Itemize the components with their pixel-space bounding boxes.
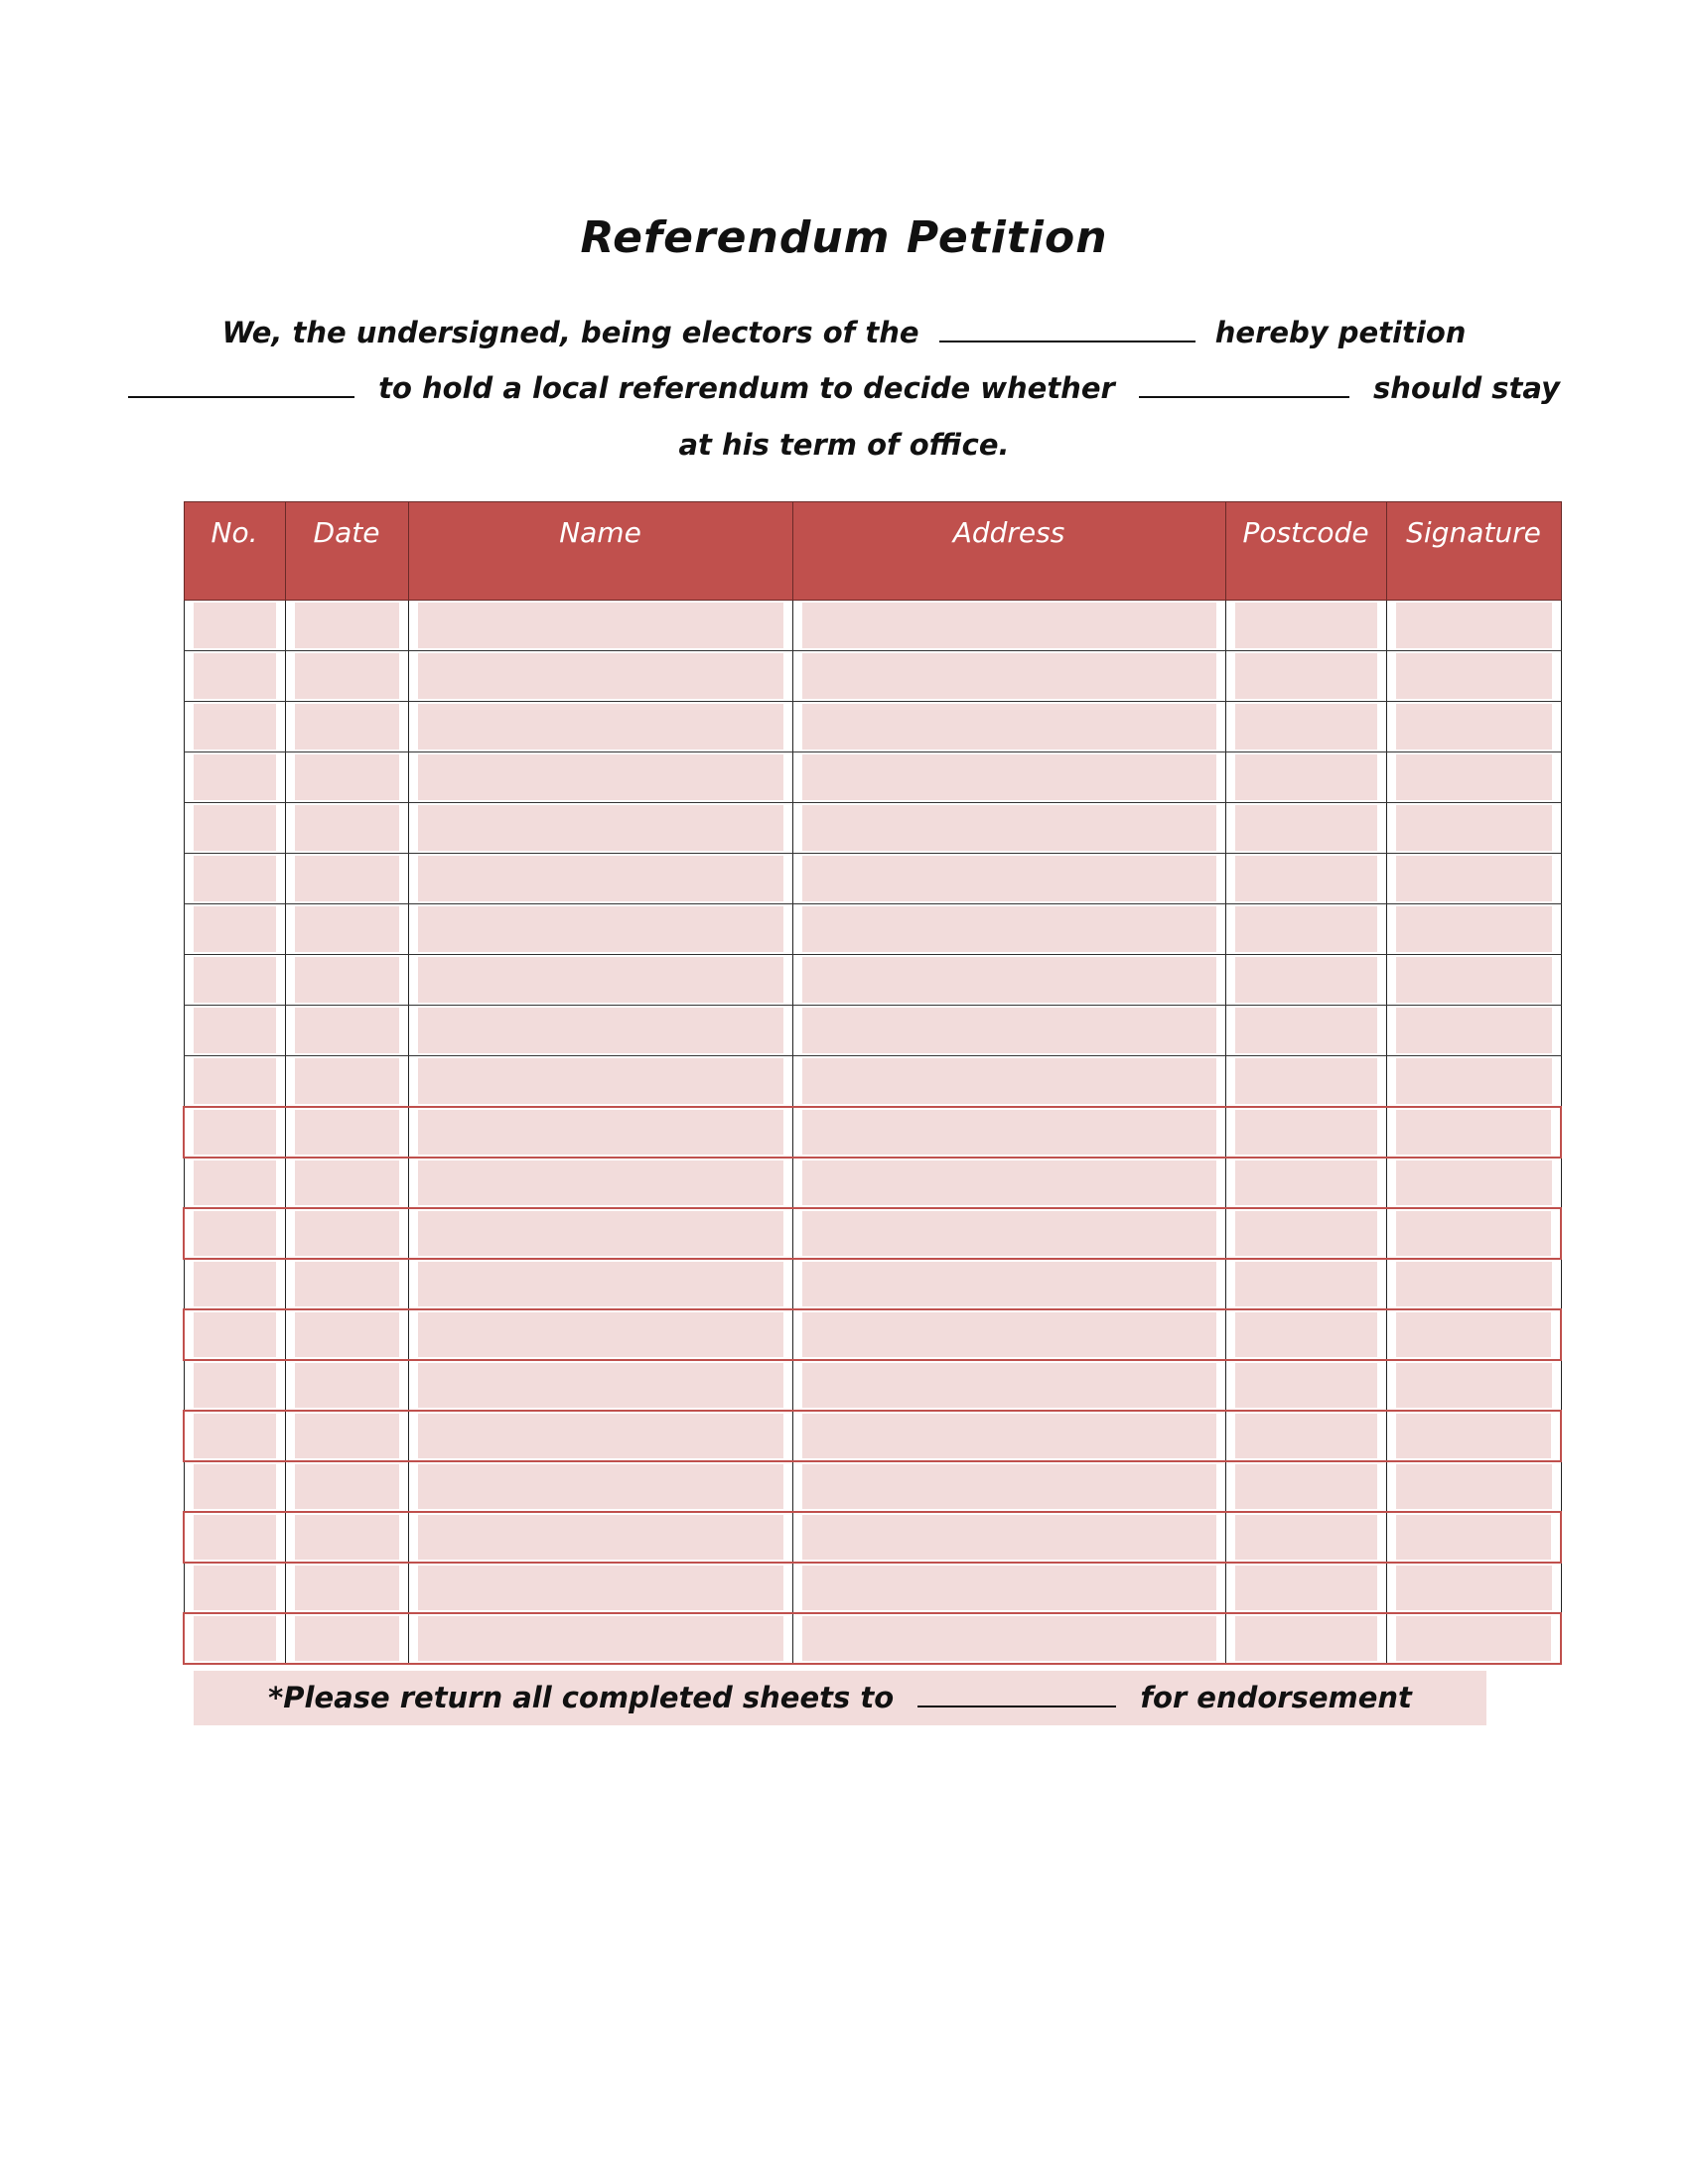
- header-name: Name: [408, 502, 792, 601]
- cell-no[interactable]: [184, 1309, 285, 1360]
- petition-body: [184, 601, 1561, 1664]
- cell-shading: [194, 1160, 276, 1205]
- cell-shading: [418, 1566, 783, 1610]
- header-postcode: Postcode: [1225, 502, 1386, 601]
- table-row: [184, 1056, 1561, 1107]
- cell-name[interactable]: [408, 803, 792, 854]
- cell-shading: [1235, 1262, 1377, 1306]
- cell-shading: [295, 1262, 399, 1306]
- cell-date[interactable]: [285, 1158, 408, 1208]
- cell-shading: [1396, 957, 1552, 1003]
- cell-address[interactable]: [792, 1613, 1225, 1664]
- cell-shading: [1235, 1312, 1377, 1357]
- cell-shading: [194, 1211, 276, 1256]
- cell-address[interactable]: [792, 1309, 1225, 1360]
- cell-shading: [1235, 1616, 1377, 1661]
- cell-shading: [194, 1110, 276, 1155]
- table-row: [184, 955, 1561, 1006]
- cell-signature[interactable]: [1386, 1006, 1561, 1056]
- cell-address[interactable]: [792, 1411, 1225, 1461]
- cell-no[interactable]: [184, 1411, 285, 1461]
- cell-address[interactable]: [792, 1360, 1225, 1411]
- cell-name[interactable]: [408, 651, 792, 702]
- cell-signature[interactable]: [1386, 651, 1561, 702]
- cell-shading: [802, 957, 1216, 1003]
- cell-name[interactable]: [408, 854, 792, 904]
- cell-no[interactable]: [184, 1259, 285, 1309]
- cell-shading: [1235, 1160, 1377, 1205]
- cell-shading: [1396, 1262, 1552, 1306]
- cell-shading: [1396, 1312, 1552, 1357]
- cell-shading: [418, 1616, 783, 1661]
- table-row: [184, 854, 1561, 904]
- cell-shading: [418, 754, 783, 800]
- cell-name[interactable]: [408, 702, 792, 752]
- page-title: Referendum Petition: [580, 212, 1108, 263]
- cell-shading: [418, 957, 783, 1003]
- cell-signature[interactable]: [1386, 752, 1561, 803]
- table-row: [184, 1360, 1561, 1411]
- cell-name[interactable]: [408, 1158, 792, 1208]
- cell-shading: [194, 1262, 276, 1306]
- petition-table: [183, 501, 1562, 1665]
- intro-line-3: at his term of office.: [678, 428, 1010, 462]
- cell-date[interactable]: [285, 1613, 408, 1664]
- cell-address[interactable]: [792, 955, 1225, 1006]
- cell-shading: [802, 1616, 1216, 1661]
- table-row: [184, 1208, 1561, 1259]
- cell-signature[interactable]: [1386, 1563, 1561, 1613]
- footer-text-endorsement: for endorsement: [1140, 1681, 1412, 1714]
- cell-postcode[interactable]: [1225, 955, 1386, 1006]
- cell-shading: [418, 805, 783, 851]
- cell-shading: [295, 1414, 399, 1458]
- cell-date[interactable]: [285, 1461, 408, 1512]
- cell-date[interactable]: [285, 955, 408, 1006]
- cell-shading: [418, 1110, 783, 1155]
- cell-signature[interactable]: [1386, 1461, 1561, 1512]
- footer-text-return: *Please return all completed sheets to: [268, 1681, 895, 1714]
- cell-shading: [1235, 906, 1377, 952]
- cell-postcode[interactable]: [1225, 1158, 1386, 1208]
- cell-shading: [1396, 603, 1552, 648]
- table-row: [184, 752, 1561, 803]
- cell-postcode[interactable]: [1225, 1360, 1386, 1411]
- cell-shading: [1396, 805, 1552, 851]
- cell-no[interactable]: [184, 1563, 285, 1613]
- cell-address[interactable]: [792, 1461, 1225, 1512]
- cell-shading: [1235, 805, 1377, 851]
- cell-address[interactable]: [792, 601, 1225, 651]
- cell-shading: [295, 1211, 399, 1256]
- cell-address[interactable]: [792, 1158, 1225, 1208]
- cell-signature[interactable]: [1386, 1613, 1561, 1664]
- cell-name[interactable]: [408, 1563, 792, 1613]
- cell-postcode[interactable]: [1225, 752, 1386, 803]
- cell-shading: [194, 906, 276, 952]
- cell-shading: [1235, 603, 1377, 648]
- cell-address[interactable]: [792, 651, 1225, 702]
- cell-name[interactable]: [408, 1107, 792, 1158]
- cell-address[interactable]: [792, 1563, 1225, 1613]
- cell-date[interactable]: [285, 1512, 408, 1563]
- cell-date[interactable]: [285, 651, 408, 702]
- cell-shading: [1235, 1363, 1377, 1408]
- cell-shading: [802, 1464, 1216, 1509]
- cell-postcode[interactable]: [1225, 1563, 1386, 1613]
- cell-address[interactable]: [792, 702, 1225, 752]
- cell-postcode[interactable]: [1225, 1208, 1386, 1259]
- cell-address[interactable]: [792, 1006, 1225, 1056]
- cell-date[interactable]: [285, 904, 408, 955]
- cell-shading: [1235, 1058, 1377, 1104]
- header-no: No.: [184, 502, 285, 601]
- cell-no[interactable]: [184, 1613, 285, 1664]
- cell-shading: [194, 754, 276, 800]
- cell-signature[interactable]: [1386, 1360, 1561, 1411]
- blank-authority[interactable]: [128, 396, 354, 398]
- cell-signature[interactable]: [1386, 1512, 1561, 1563]
- intro-text-hold-referendum: to hold a local referendum to decide whether: [378, 371, 1115, 405]
- cell-shading: [1235, 856, 1377, 901]
- cell-shading: [418, 1160, 783, 1205]
- cell-shading: [418, 653, 783, 699]
- cell-shading: [295, 653, 399, 699]
- cell-date[interactable]: [285, 1006, 408, 1056]
- table-row: [184, 1411, 1561, 1461]
- cell-shading: [194, 856, 276, 901]
- cell-shading: [418, 603, 783, 648]
- cell-signature[interactable]: [1386, 1107, 1561, 1158]
- cell-shading: [802, 1262, 1216, 1306]
- cell-shading: [418, 1058, 783, 1104]
- table-header-row: [184, 502, 1561, 601]
- cell-name[interactable]: [408, 1411, 792, 1461]
- cell-shading: [194, 653, 276, 699]
- cell-shading: [418, 1464, 783, 1509]
- cell-postcode[interactable]: [1225, 1107, 1386, 1158]
- cell-postcode[interactable]: [1225, 1056, 1386, 1107]
- cell-shading: [802, 704, 1216, 750]
- cell-shading: [295, 704, 399, 750]
- cell-name[interactable]: [408, 752, 792, 803]
- cell-no[interactable]: [184, 955, 285, 1006]
- table-row: [184, 1107, 1561, 1158]
- cell-date[interactable]: [285, 1259, 408, 1309]
- cell-no[interactable]: [184, 1056, 285, 1107]
- cell-no[interactable]: [184, 702, 285, 752]
- cell-shading: [802, 1008, 1216, 1053]
- cell-name[interactable]: [408, 1006, 792, 1056]
- cell-shading: [194, 1616, 276, 1661]
- cell-postcode[interactable]: [1225, 601, 1386, 651]
- blank-official[interactable]: [1139, 396, 1349, 398]
- table-row: [184, 1309, 1561, 1360]
- cell-shading: [418, 1008, 783, 1053]
- blank-return-to[interactable]: [917, 1706, 1116, 1707]
- cell-shading: [194, 1312, 276, 1357]
- cell-signature[interactable]: [1386, 601, 1561, 651]
- cell-shading: [1235, 957, 1377, 1003]
- cell-signature[interactable]: [1386, 702, 1561, 752]
- cell-shading: [418, 704, 783, 750]
- intro-line-1: [0, 316, 1688, 349]
- cell-date[interactable]: [285, 702, 408, 752]
- cell-shading: [295, 1464, 399, 1509]
- cell-no[interactable]: [184, 1512, 285, 1563]
- header-signature: Signature: [1386, 502, 1561, 601]
- cell-no[interactable]: [184, 854, 285, 904]
- table-row: [184, 1259, 1561, 1309]
- cell-name[interactable]: [408, 1056, 792, 1107]
- cell-shading: [802, 856, 1216, 901]
- cell-shading: [1396, 653, 1552, 699]
- cell-postcode[interactable]: [1225, 1461, 1386, 1512]
- cell-shading: [802, 754, 1216, 800]
- cell-shading: [418, 1211, 783, 1256]
- cell-postcode[interactable]: [1225, 904, 1386, 955]
- cell-shading: [1396, 1414, 1552, 1458]
- cell-shading: [194, 1566, 276, 1610]
- cell-shading: [418, 1414, 783, 1458]
- cell-signature[interactable]: [1386, 904, 1561, 955]
- cell-shading: [802, 1110, 1216, 1155]
- cell-shading: [1396, 1058, 1552, 1104]
- cell-date[interactable]: [285, 1107, 408, 1158]
- cell-shading: [802, 1414, 1216, 1458]
- cell-shading: [1235, 1110, 1377, 1155]
- cell-postcode[interactable]: [1225, 702, 1386, 752]
- cell-shading: [802, 805, 1216, 851]
- cell-shading: [1235, 1414, 1377, 1458]
- cell-shading: [295, 1008, 399, 1053]
- cell-name[interactable]: [408, 1512, 792, 1563]
- table-row: [184, 1563, 1561, 1613]
- cell-no[interactable]: [184, 1006, 285, 1056]
- cell-signature[interactable]: [1386, 1208, 1561, 1259]
- cell-name[interactable]: [408, 1461, 792, 1512]
- cell-shading: [295, 1312, 399, 1357]
- cell-no[interactable]: [184, 1208, 285, 1259]
- cell-name[interactable]: [408, 1360, 792, 1411]
- cell-shading: [194, 957, 276, 1003]
- cell-shading: [1235, 1008, 1377, 1053]
- cell-shading: [194, 704, 276, 750]
- cell-date[interactable]: [285, 601, 408, 651]
- cell-shading: [1235, 754, 1377, 800]
- cell-signature[interactable]: [1386, 955, 1561, 1006]
- cell-address[interactable]: [792, 1107, 1225, 1158]
- cell-shading: [194, 1058, 276, 1104]
- cell-shading: [418, 1515, 783, 1560]
- cell-name[interactable]: [408, 1309, 792, 1360]
- cell-postcode[interactable]: [1225, 1006, 1386, 1056]
- cell-address[interactable]: [792, 1259, 1225, 1309]
- cell-date[interactable]: [285, 1411, 408, 1461]
- cell-postcode[interactable]: [1225, 1309, 1386, 1360]
- cell-address[interactable]: [792, 854, 1225, 904]
- cell-shading: [802, 1160, 1216, 1205]
- cell-shading: [194, 1515, 276, 1560]
- intro-text-should-stay: should stay: [1373, 371, 1561, 405]
- cell-shading: [295, 957, 399, 1003]
- cell-shading: [295, 1160, 399, 1205]
- cell-address[interactable]: [792, 1512, 1225, 1563]
- cell-signature[interactable]: [1386, 1056, 1561, 1107]
- cell-signature[interactable]: [1386, 1411, 1561, 1461]
- cell-signature[interactable]: [1386, 1259, 1561, 1309]
- cell-shading: [1235, 1515, 1377, 1560]
- table-row: [184, 904, 1561, 955]
- cell-address[interactable]: [792, 803, 1225, 854]
- header-address: Address: [792, 502, 1225, 601]
- cell-date[interactable]: [285, 752, 408, 803]
- cell-shading: [1396, 856, 1552, 901]
- cell-no[interactable]: [184, 752, 285, 803]
- cell-shading: [802, 653, 1216, 699]
- intro-text-electors: We, the undersigned, being electors of the: [221, 316, 919, 349]
- cell-shading: [802, 603, 1216, 648]
- cell-shading: [1396, 754, 1552, 800]
- cell-name[interactable]: [408, 601, 792, 651]
- cell-postcode[interactable]: [1225, 651, 1386, 702]
- cell-signature[interactable]: [1386, 1309, 1561, 1360]
- cell-no[interactable]: [184, 1360, 285, 1411]
- cell-address[interactable]: [792, 1208, 1225, 1259]
- table-row: [184, 1158, 1561, 1208]
- cell-shading: [295, 1110, 399, 1155]
- cell-no[interactable]: [184, 1158, 285, 1208]
- cell-date[interactable]: [285, 1056, 408, 1107]
- cell-shading: [295, 906, 399, 952]
- table-row: [184, 1461, 1561, 1512]
- cell-no[interactable]: [184, 601, 285, 651]
- cell-shading: [802, 1566, 1216, 1610]
- cell-shading: [295, 1515, 399, 1560]
- cell-shading: [1396, 1616, 1552, 1661]
- intro-line-2: [0, 371, 1688, 405]
- cell-shading: [194, 1414, 276, 1458]
- cell-no[interactable]: [184, 904, 285, 955]
- cell-shading: [1396, 1160, 1552, 1205]
- cell-address[interactable]: [792, 904, 1225, 955]
- cell-date[interactable]: [285, 1309, 408, 1360]
- cell-shading: [295, 1616, 399, 1661]
- cell-shading: [1396, 1363, 1552, 1408]
- cell-postcode[interactable]: [1225, 1411, 1386, 1461]
- blank-electorate[interactable]: [939, 341, 1196, 342]
- cell-name[interactable]: [408, 1259, 792, 1309]
- cell-shading: [802, 1363, 1216, 1408]
- cell-postcode[interactable]: [1225, 1512, 1386, 1563]
- cell-shading: [194, 805, 276, 851]
- cell-date[interactable]: [285, 854, 408, 904]
- intro-text-hereby-petition: hereby petition: [1214, 316, 1467, 349]
- cell-postcode[interactable]: [1225, 1259, 1386, 1309]
- cell-shading: [1396, 1515, 1552, 1560]
- footer-note: [194, 1671, 1486, 1725]
- cell-shading: [194, 1363, 276, 1408]
- cell-no[interactable]: [184, 1107, 285, 1158]
- cell-signature[interactable]: [1386, 803, 1561, 854]
- cell-shading: [802, 1058, 1216, 1104]
- cell-date[interactable]: [285, 1563, 408, 1613]
- cell-postcode[interactable]: [1225, 1613, 1386, 1664]
- cell-shading: [295, 603, 399, 648]
- cell-address[interactable]: [792, 752, 1225, 803]
- cell-postcode[interactable]: [1225, 854, 1386, 904]
- cell-date[interactable]: [285, 1360, 408, 1411]
- cell-shading: [1235, 653, 1377, 699]
- cell-shading: [1235, 1566, 1377, 1610]
- cell-shading: [1235, 704, 1377, 750]
- cell-no[interactable]: [184, 651, 285, 702]
- table-row: [184, 651, 1561, 702]
- cell-signature[interactable]: [1386, 1158, 1561, 1208]
- cell-signature[interactable]: [1386, 854, 1561, 904]
- table-row: [184, 702, 1561, 752]
- cell-shading: [1396, 1464, 1552, 1509]
- cell-name[interactable]: [408, 904, 792, 955]
- cell-shading: [418, 1312, 783, 1357]
- cell-shading: [295, 1363, 399, 1408]
- cell-shading: [1396, 1566, 1552, 1610]
- cell-shading: [194, 1464, 276, 1509]
- cell-shading: [194, 1008, 276, 1053]
- cell-postcode[interactable]: [1225, 803, 1386, 854]
- cell-shading: [295, 754, 399, 800]
- cell-name[interactable]: [408, 1208, 792, 1259]
- table-row: [184, 803, 1561, 854]
- cell-shading: [295, 856, 399, 901]
- cell-shading: [802, 906, 1216, 952]
- cell-shading: [1396, 1211, 1552, 1256]
- cell-shading: [1396, 906, 1552, 952]
- cell-address[interactable]: [792, 1056, 1225, 1107]
- cell-shading: [802, 1515, 1216, 1560]
- header-date: Date: [285, 502, 408, 601]
- cell-shading: [418, 1262, 783, 1306]
- cell-no[interactable]: [184, 803, 285, 854]
- cell-date[interactable]: [285, 803, 408, 854]
- cell-shading: [194, 603, 276, 648]
- cell-shading: [802, 1211, 1216, 1256]
- cell-name[interactable]: [408, 955, 792, 1006]
- cell-shading: [295, 1058, 399, 1104]
- cell-shading: [295, 1566, 399, 1610]
- cell-shading: [418, 1363, 783, 1408]
- cell-name[interactable]: [408, 1613, 792, 1664]
- cell-shading: [418, 906, 783, 952]
- cell-shading: [1235, 1211, 1377, 1256]
- cell-no[interactable]: [184, 1461, 285, 1512]
- table-row: [184, 1613, 1561, 1664]
- cell-shading: [295, 805, 399, 851]
- cell-shading: [1396, 704, 1552, 750]
- cell-shading: [1396, 1008, 1552, 1053]
- cell-date[interactable]: [285, 1208, 408, 1259]
- table-row: [184, 1006, 1561, 1056]
- cell-shading: [1396, 1110, 1552, 1155]
- table-row: [184, 1512, 1561, 1563]
- cell-shading: [802, 1312, 1216, 1357]
- cell-shading: [418, 856, 783, 901]
- table-row: [184, 601, 1561, 651]
- cell-shading: [1235, 1464, 1377, 1509]
